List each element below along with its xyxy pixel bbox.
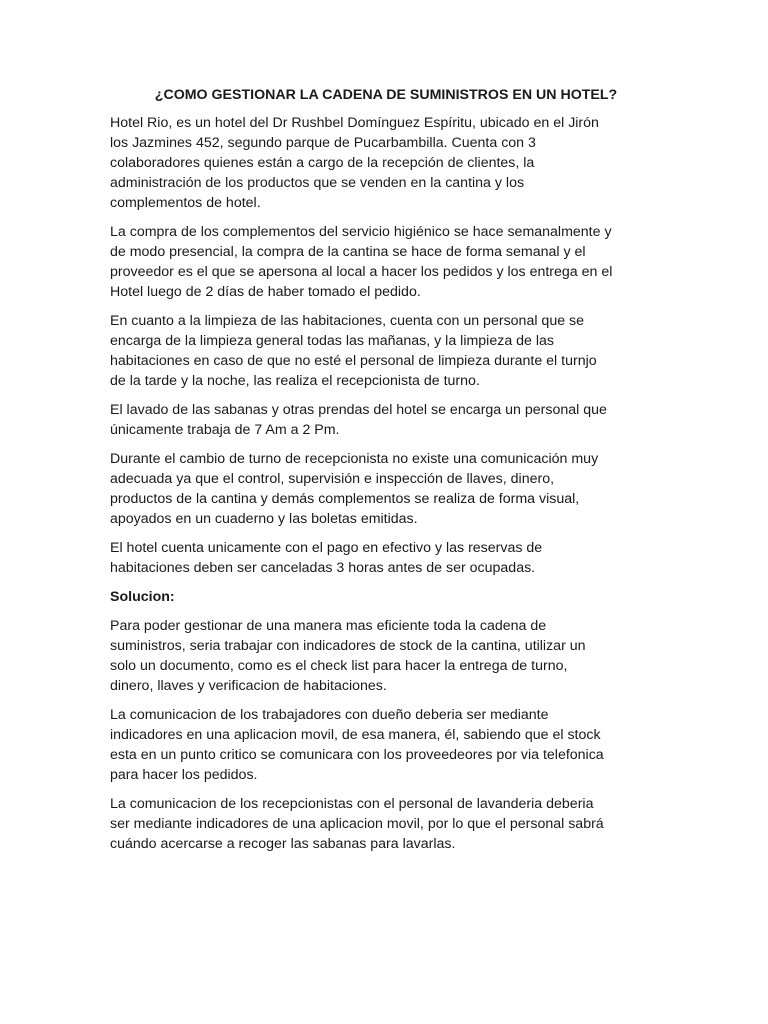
text-line: administración de los productos que se venden en la cantina y los — [110, 175, 525, 191]
text-line: de modo presencial, la compra de la cantina se hace de forma semanal y el — [110, 244, 586, 260]
text-line: apoyados en un cuaderno y las boletas emitidas. — [110, 511, 418, 527]
text-line: La comunicacion de los trabajadores con dueño deberia ser mediante — [110, 707, 549, 723]
text-line: dinero, llaves y verificacion de habitaciones. — [110, 678, 387, 694]
text-line: habitaciones deben ser canceladas 3 horas antes de ser ocupadas. — [110, 560, 536, 576]
text-line: La compra de los complementos del servicio higiénico se hace semanalmente y — [110, 224, 612, 240]
text-line: solo un documento, como es el check list para hacer la entrega de turno, — [110, 658, 568, 674]
text-line: Durante el cambio de turno de recepcionista no existe una comunicación muy — [110, 451, 599, 467]
paragraph-shift-change — [110, 449, 662, 529]
solution-heading: Solucion: — [110, 589, 175, 605]
text-line: Para poder gestionar de una manera mas eficiente toda la cadena de — [110, 618, 547, 634]
text-line: cuándo acercarse a recoger las sabanas para lavarlas. — [110, 836, 456, 852]
paragraph-laundry — [110, 400, 662, 440]
paragraph-solution-laundry-communication — [110, 794, 662, 854]
text-line: Hotel Rio, es un hotel del Dr Rushbel Domínguez Espíritu, ubicado en el Jirón — [110, 115, 599, 131]
document-body — [110, 85, 662, 863]
text-line: los Jazmines 452, segundo parque de Pucarbambilla. Cuenta con 3 — [110, 135, 536, 151]
text-line: complementos de hotel. — [110, 195, 261, 211]
document-title: ¿COMO GESTIONAR LA CADENA DE SUMINISTROS EN UN HOTEL? — [154, 87, 618, 103]
text-line: encarga de la limpieza general todas las mañanas, y la limpieza de las — [110, 333, 555, 349]
paragraph-payment — [110, 538, 662, 578]
text-line: En cuanto a la limpieza de las habitaciones, cuenta con un personal que se — [110, 313, 585, 329]
text-line: proveedor es el que se apersona al local a hacer los pedidos y los entrega en el — [110, 264, 613, 280]
text-line: indicadores en una aplicacion movil, de esa manera, él, sabiendo que el stock — [110, 727, 601, 743]
text-line: de la tarde y la noche, las realiza el recepcionista de turno. — [110, 373, 480, 389]
text-line: Hotel luego de 2 días de haber tomado el pedido. — [110, 284, 421, 300]
text-line: para hacer los pedidos. — [110, 767, 258, 783]
text-line: El hotel cuenta unicamente con el pago en efectivo y las reservas de — [110, 540, 543, 556]
text-line: La comunicacion de los recepcionistas con el personal de lavanderia deberia — [110, 796, 594, 812]
text-line: habitaciones en caso de que no esté el personal de limpieza durante el turnjo — [110, 353, 597, 369]
text-line: esta en un punto critico se comunicara con los proveedeores por via telefonica — [110, 747, 604, 763]
paragraph-hotel-description — [110, 113, 662, 213]
text-line: ser mediante indicadores de una aplicacion movil, por lo que el personal sabrá — [110, 816, 604, 832]
text-line: El lavado de las sabanas y otras prendas del hotel se encarga un personal que — [110, 402, 607, 418]
paragraph-purchasing — [110, 222, 662, 302]
text-line: adecuada ya que el control, supervisión e inspección de llaves, dinero, — [110, 471, 555, 487]
text-line: productos de la cantina y demás complementos se realiza de forma visual, — [110, 491, 580, 507]
text-line: colaboradores quienes están a cargo de la recepción de clientes, la — [110, 155, 535, 171]
paragraph-solution-owner-communication — [110, 705, 662, 785]
text-line: suministros, seria trabajar con indicadores de stock de la cantina, utilizar un — [110, 638, 586, 654]
paragraph-cleaning — [110, 311, 662, 391]
text-line: únicamente trabaja de 7 Am a 2 Pm. — [110, 422, 340, 438]
paragraph-solution-stock — [110, 616, 662, 696]
